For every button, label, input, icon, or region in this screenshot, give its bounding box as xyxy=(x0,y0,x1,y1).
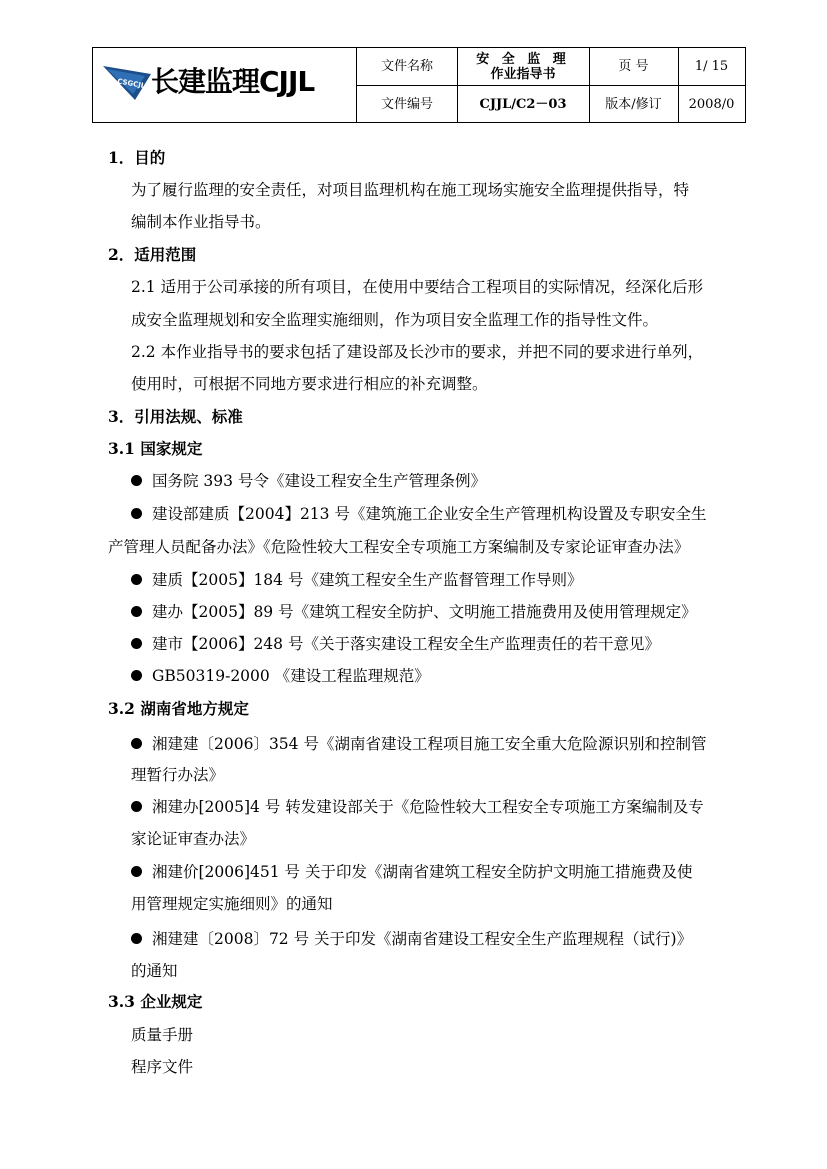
page-label: 页 号 xyxy=(618,59,649,74)
list-item-text: 建设部建质【2004】213 号《建筑施工企业安全生产管理机构设置及专职安全生 xyxy=(152,505,707,523)
list-item-continuation: 的通知 xyxy=(131,962,178,980)
bullet-icon xyxy=(131,606,142,617)
section-3-1-title: 3.1 国家规定 xyxy=(108,439,203,458)
list-item xyxy=(131,929,692,949)
section-1-text-line: 编制本作业指导书。 xyxy=(131,213,271,231)
list-item: 质量手册 xyxy=(131,1026,194,1044)
list-item xyxy=(131,471,486,491)
list-item-text: 建市【2006】248 号《关于落实建设工程安全生产监理责任的若干意见》 xyxy=(152,635,660,653)
logo-mark: CSGCJL xyxy=(116,77,146,91)
section-1-title: 1．目的 xyxy=(108,148,166,167)
file-name-label: 文件名称 xyxy=(380,59,433,74)
file-no-label: 文件编号 xyxy=(380,96,433,112)
bullet-icon xyxy=(131,638,142,649)
section-2-2-line: 使用时，可根据不同地方要求进行相应的补充调整。 xyxy=(131,375,488,393)
list-item xyxy=(131,602,697,622)
page-value: 1/ 15 xyxy=(694,59,729,74)
bullet-icon xyxy=(131,670,142,681)
list-item xyxy=(131,570,582,590)
section-2-1-line: 成安全监理规划和安全监理实施细则，作为项目安全监理工作的指导性文件。 xyxy=(131,311,659,329)
section-2-title: 2．适用范围 xyxy=(108,245,197,264)
list-item-text: 建质【2005】184 号《建筑工程安全生产监督管理工作导则》 xyxy=(152,571,583,589)
section-3-3-title: 3.3 企业规定 xyxy=(108,992,203,1011)
bullet-icon xyxy=(131,801,142,812)
list-item-continuation: 家论证审查办法》 xyxy=(131,830,256,848)
list-item-continuation: 理暂行办法》 xyxy=(131,766,225,784)
list-item-text: 国务院 393 号令《建设工程安全生产管理条例》 xyxy=(152,472,486,490)
list-item-text: 湘建价[2006]451 号 关于印发《湖南省建筑工程安全防护文明施工措施费及使 xyxy=(152,863,693,881)
list-item xyxy=(131,666,430,686)
document-header xyxy=(92,47,746,123)
section-2-2-line: 2.2 本作业指导书的要求包括了建设部及长沙市的要求，并把不同的要求进行单列， xyxy=(131,343,704,361)
file-name-value xyxy=(457,48,589,85)
section-2-1-line: 2.1 适用于公司承接的所有项目，在使用中要结合工程项目的实际情况，经深化后形 xyxy=(131,278,704,296)
list-item xyxy=(131,634,660,654)
list-item xyxy=(131,862,692,882)
logo-text: 长建监理CJJL xyxy=(151,65,315,98)
list-item xyxy=(131,797,704,817)
list-item-text: 湘建建〔2006〕354 号《湖南省建设工程项目施工安全重大危险源识别和控制管 xyxy=(152,735,707,753)
list-item-text: GB50319-2000 《建设工程监理规范》 xyxy=(152,667,430,685)
bullet-icon xyxy=(131,475,142,486)
company-logo xyxy=(93,48,357,122)
list-item: 程序文件 xyxy=(131,1058,194,1076)
list-item xyxy=(131,734,706,754)
logo-emblem-icon xyxy=(101,60,153,106)
list-item-continuation: 用管理规定实施细则》的通知 xyxy=(131,895,333,913)
version-label: 版本/修订 xyxy=(605,96,662,112)
bullet-icon xyxy=(131,866,142,877)
bullet-icon xyxy=(131,738,142,749)
file-name-line2: 作业指导书 xyxy=(490,66,556,82)
bullet-icon xyxy=(131,933,142,944)
section-1-text-line: 为了履行监理的安全责任，对项目监理机构在施工现场实施安全监理提供指导，特 xyxy=(131,181,690,199)
list-item-text: 建办【2005】89 号《建筑工程安全防护、文明施工措施费用及使用管理规定》 xyxy=(152,603,697,621)
bullet-icon xyxy=(131,574,142,585)
section-3-2-title: 3.2 湖南省地方规定 xyxy=(108,699,249,718)
list-item-text: 湘建建〔2008〕72 号 关于印发《湖南省建设工程安全生产监理规程（试行)》 xyxy=(152,930,693,948)
file-name-line1: 安 全 监 理 xyxy=(476,51,570,67)
list-item-text: 湘建办[2005]4 号 转发建设部关于《危险性较大工程安全专项施工方案编制及专 xyxy=(152,798,704,816)
file-no-value: CJJL/C2－03 xyxy=(479,96,567,112)
bullet-icon xyxy=(131,508,142,519)
section-3-title: 3．引用法规、标准 xyxy=(108,407,243,426)
list-item-continuation: 产管理人员配备办法》《危险性较大工程安全专项施工方案编制及专家论证审查办法》 xyxy=(108,538,690,556)
version-value: 2008/0 xyxy=(688,96,735,112)
list-item xyxy=(131,504,706,524)
